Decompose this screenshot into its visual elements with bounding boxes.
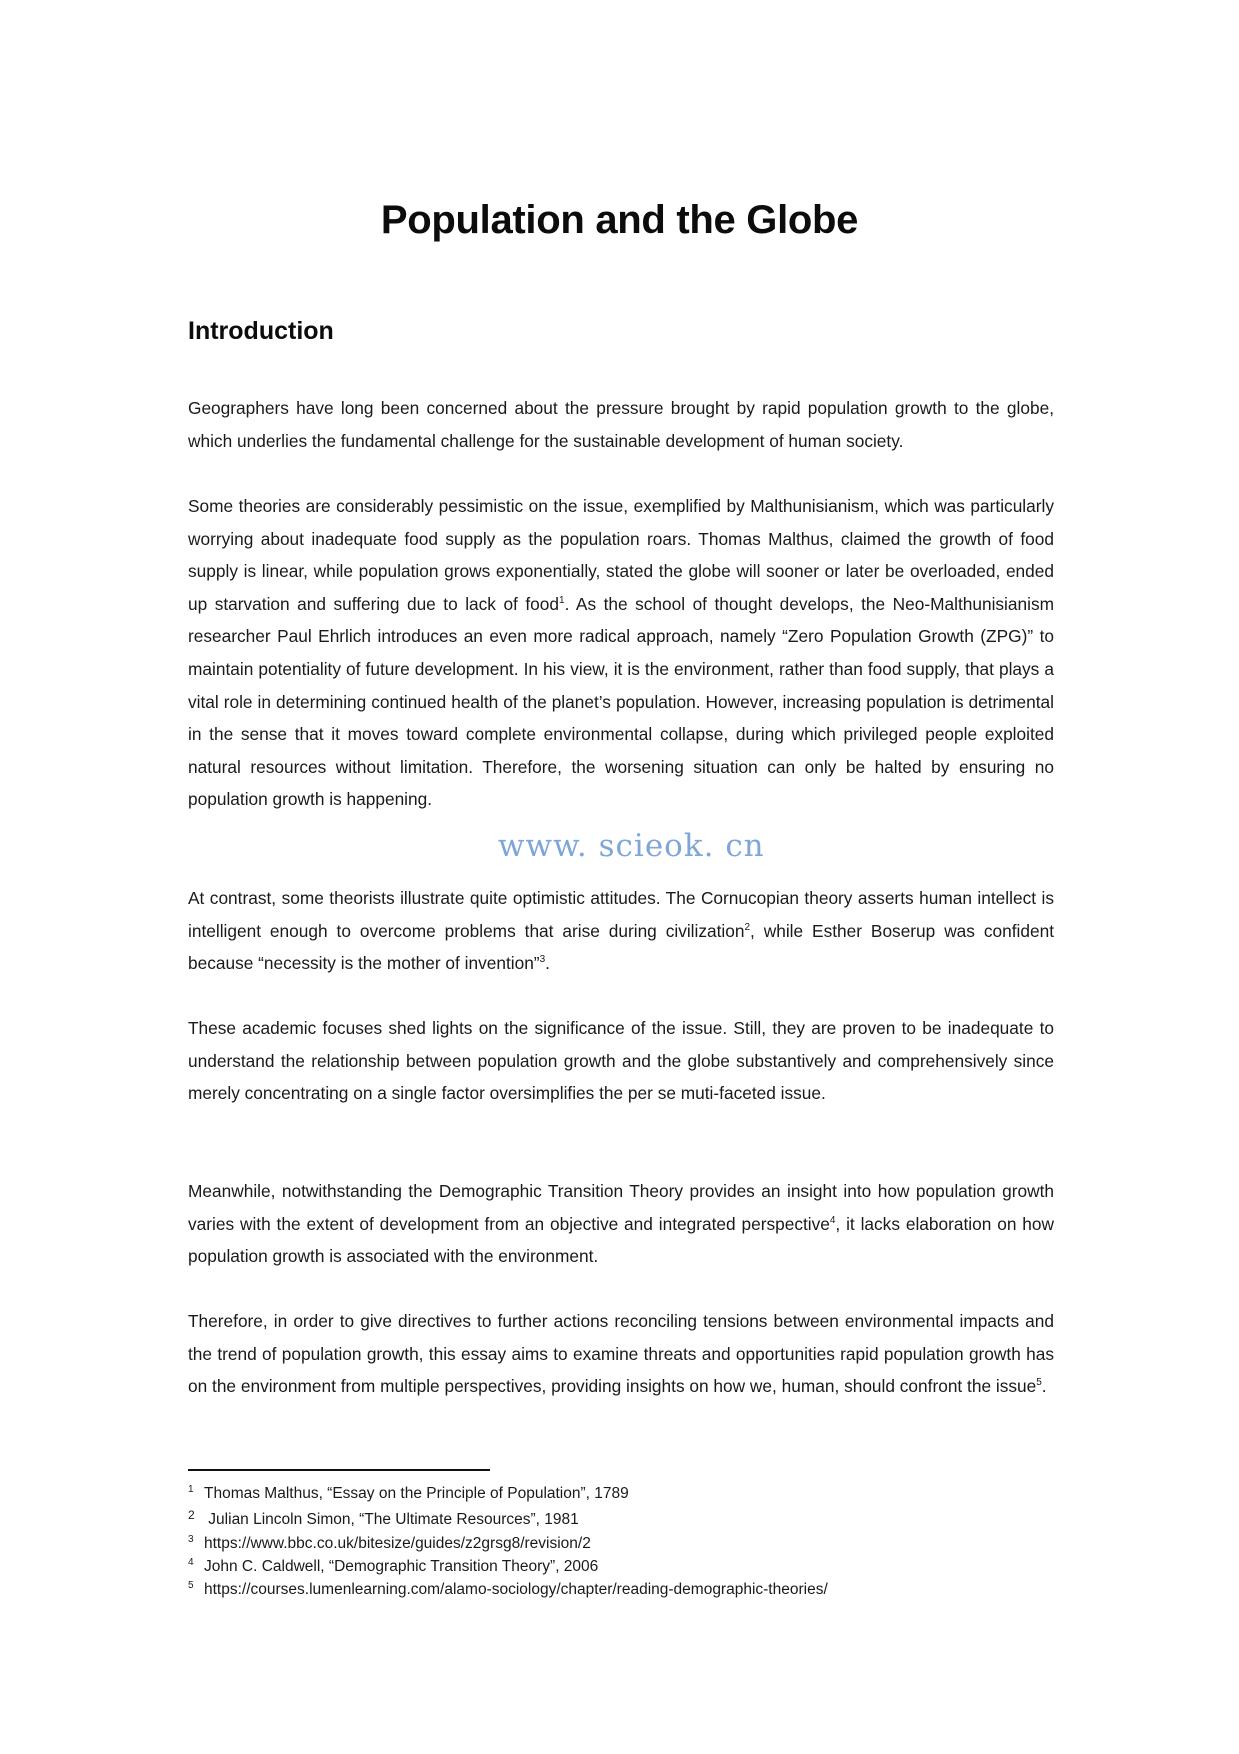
paragraph-text: Some theories are considerably pessimistic on the issue, exemplified by Malthunisianism, which was particularly worrying about inadequate food supply as the population roars. Thomas Malthus, claimed the growth of food supply is linear, while population grows exponentially, stated the globe will sooner or later be overloaded, ended up starvation and suffering due to lack of food xyxy=(188,496,1054,614)
paragraph-text: Geographers have long been concerned about the pressure brought by rapid population growth to the globe, which underlies the fundamental challenge for the sustainable development of human society. xyxy=(188,398,1054,451)
footnote-number: 2 xyxy=(188,1508,195,1522)
paragraph-text: Therefore, in order to give directives to further actions reconciling tensions between environmental impacts and the trend of population growth, this essay aims to examine threats and opportunities rapid population growth has on the environment from multiple perspectives, providing insights on how we, human, should confront the issue xyxy=(188,1311,1054,1397)
footnote-2 xyxy=(188,1505,828,1532)
footnote-text: Julian Lincoln Simon, “The Ultimate Resources”, 1981 xyxy=(204,1511,579,1528)
footnote-link[interactable]: https://www.bbc.co.uk/bitesize/guides/z2grsg8/revision/2 xyxy=(204,1535,591,1552)
paragraph-text: Meanwhile, notwithstanding the Demographic Transition Theory provides an insight into how population growth varies with the extent of development from an objective and integrated perspective xyxy=(188,1181,1054,1234)
footnote-number: 3 xyxy=(188,1534,194,1545)
footnote-separator xyxy=(188,1469,490,1471)
paragraph-text: , while Esther Boserup was confident because “necessity is the mother of invention” xyxy=(188,920,1054,974)
footnote-4 xyxy=(188,1555,828,1578)
footnote-number: 4 xyxy=(188,1557,194,1568)
paragraph-text: These academic focuses shed lights on the significance of the issue. Still, they are proven to be inadequate to understand the relationship between population growth and the globe substantively and comprehensively since merely concentrating on a single factor oversimplifies the per se muti-faceted issue. xyxy=(188,1018,1054,1104)
footnote-1 xyxy=(188,1482,828,1505)
footnote-text: John C. Caldwell, “Demographic Transition Theory”, 2006 xyxy=(204,1558,599,1575)
footnote-ref-3[interactable]: 3 xyxy=(539,954,546,966)
footnote-ref-2[interactable]: 2 xyxy=(744,921,751,933)
paragraph-2 xyxy=(188,490,1054,816)
footnote-number: 5 xyxy=(188,1580,194,1591)
footnote-number: 1 xyxy=(188,1484,194,1495)
footnote-3 xyxy=(188,1532,828,1555)
paragraph-5 xyxy=(188,1175,1054,1273)
paragraph-text: At contrast, some theorists illustrate quite optimistic attitudes. The Cornucopian theory asserts human intellect is intelligent enough to overcome problems that arise during civilization xyxy=(188,888,1054,941)
watermark: www. scieok. cn xyxy=(498,828,765,864)
footnote-5 xyxy=(188,1578,828,1601)
document-title: Population and the Globe xyxy=(380,198,859,242)
footnote-link[interactable]: https://courses.lumenlearning.com/alamo-sociology/chapter/reading-demographic-theories/ xyxy=(204,1581,828,1598)
paragraph-text: . As the school of thought develops, the Neo-Malthunisianism researcher Paul Ehrlich introduces an even more radical approach, namely “Zero Population Growth (ZPG)” to maintain potentiality of future development. In his view, it is the environment, rather than food supply, that plays a vital role in determining continued health of the planet’s population. However, increasing population is detrimental in the sense that it moves toward complete environmental collapse, during which privileged people exploited natural resources without limitation. Therefore, the worsening situation can only be halted by ensuring no population growth is happening. xyxy=(188,593,1054,810)
paragraph-3 xyxy=(188,882,1054,980)
paragraph-text: , it lacks elaboration on how population growth is associated with the environment. xyxy=(188,1213,1054,1267)
paragraph-text: . xyxy=(1041,1376,1047,1397)
paragraph-4 xyxy=(188,1012,1054,1110)
footnotes-list xyxy=(188,1482,828,1601)
footnote-ref-5[interactable]: 5 xyxy=(1036,1377,1042,1389)
paragraph-6 xyxy=(188,1305,1054,1403)
footnote-text: Thomas Malthus, “Essay on the Principle of Population”, 1789 xyxy=(204,1485,629,1502)
section-heading-introduction: Introduction xyxy=(188,317,334,345)
paragraph-text: . xyxy=(545,953,550,974)
paragraph-1 xyxy=(188,392,1054,457)
footnote-ref-1[interactable]: 1 xyxy=(559,595,565,607)
footnote-ref-4[interactable]: 4 xyxy=(829,1214,836,1226)
